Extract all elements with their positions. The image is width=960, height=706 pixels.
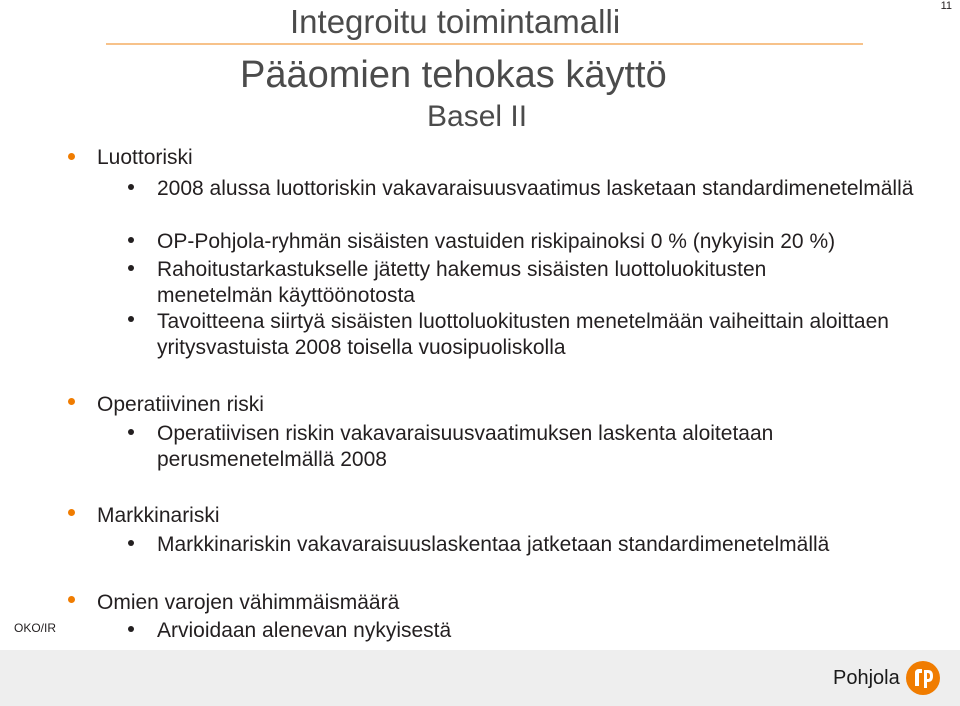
- black-dot-icon: [128, 237, 134, 243]
- orange-dot-icon: [68, 153, 75, 160]
- section-heading-operational-risk: Operatiivinen riski: [97, 393, 264, 416]
- list-item: Rahoitustarkastukselle jätetty hakemus sisäisten luottoluokitusten menetelmän käyttöönotosta: [157, 258, 767, 307]
- black-dot-icon: [128, 540, 134, 546]
- subtitle: Basel II: [427, 100, 528, 133]
- logo-wordmark: Pohjola: [833, 667, 900, 689]
- list-item: Tavoitteena siirtyä sisäisten luottoluokitusten menetelmään vaiheittain aloittaen yritysvastuista 2008 toisella vuosipuoliskolla: [157, 310, 889, 359]
- orange-dot-icon: [68, 509, 75, 516]
- orange-dot-icon: [68, 596, 75, 603]
- list-item: 2008 alussa luottoriskin vakavaraisuusvaatimus lasketaan standardimenetelmällä: [157, 177, 914, 200]
- black-dot-icon: [128, 265, 134, 271]
- pohjola-logo-icon: [905, 660, 941, 696]
- list-item: Markkinariskin vakavaraisuuslaskentaa jatketaan standardimenetelmällä: [157, 533, 830, 556]
- page-title: Pääomien tehokas käyttö: [240, 54, 667, 96]
- title-line-1: Integroitu toimintamalli: [290, 3, 621, 40]
- slide-number: 11: [940, 0, 952, 12]
- footer-band: [0, 650, 960, 706]
- list-item: OP-Pohjola-ryhmän sisäisten vastuiden riskipainoksi 0 % (nykyisin 20 %): [157, 230, 836, 253]
- section-heading-market-risk: Markkinariski: [97, 504, 220, 527]
- black-dot-icon: [128, 184, 134, 190]
- list-item: Operatiivisen riskin vakavaraisuusvaatimuksen laskenta aloitetaan perusmenetelmällä 2008: [157, 422, 774, 471]
- black-dot-icon: [128, 626, 134, 632]
- list-item: Arvioidaan alenevan nykyisestä: [157, 619, 452, 642]
- orange-dot-icon: [68, 398, 75, 405]
- footer-label: OKO/IR: [14, 621, 57, 635]
- section-heading-credit-risk: Luottoriski: [97, 146, 193, 169]
- black-dot-icon: [128, 316, 134, 322]
- section-heading-own-funds: Omien varojen vähimmäismäärä: [97, 591, 400, 614]
- black-dot-icon: [128, 429, 134, 435]
